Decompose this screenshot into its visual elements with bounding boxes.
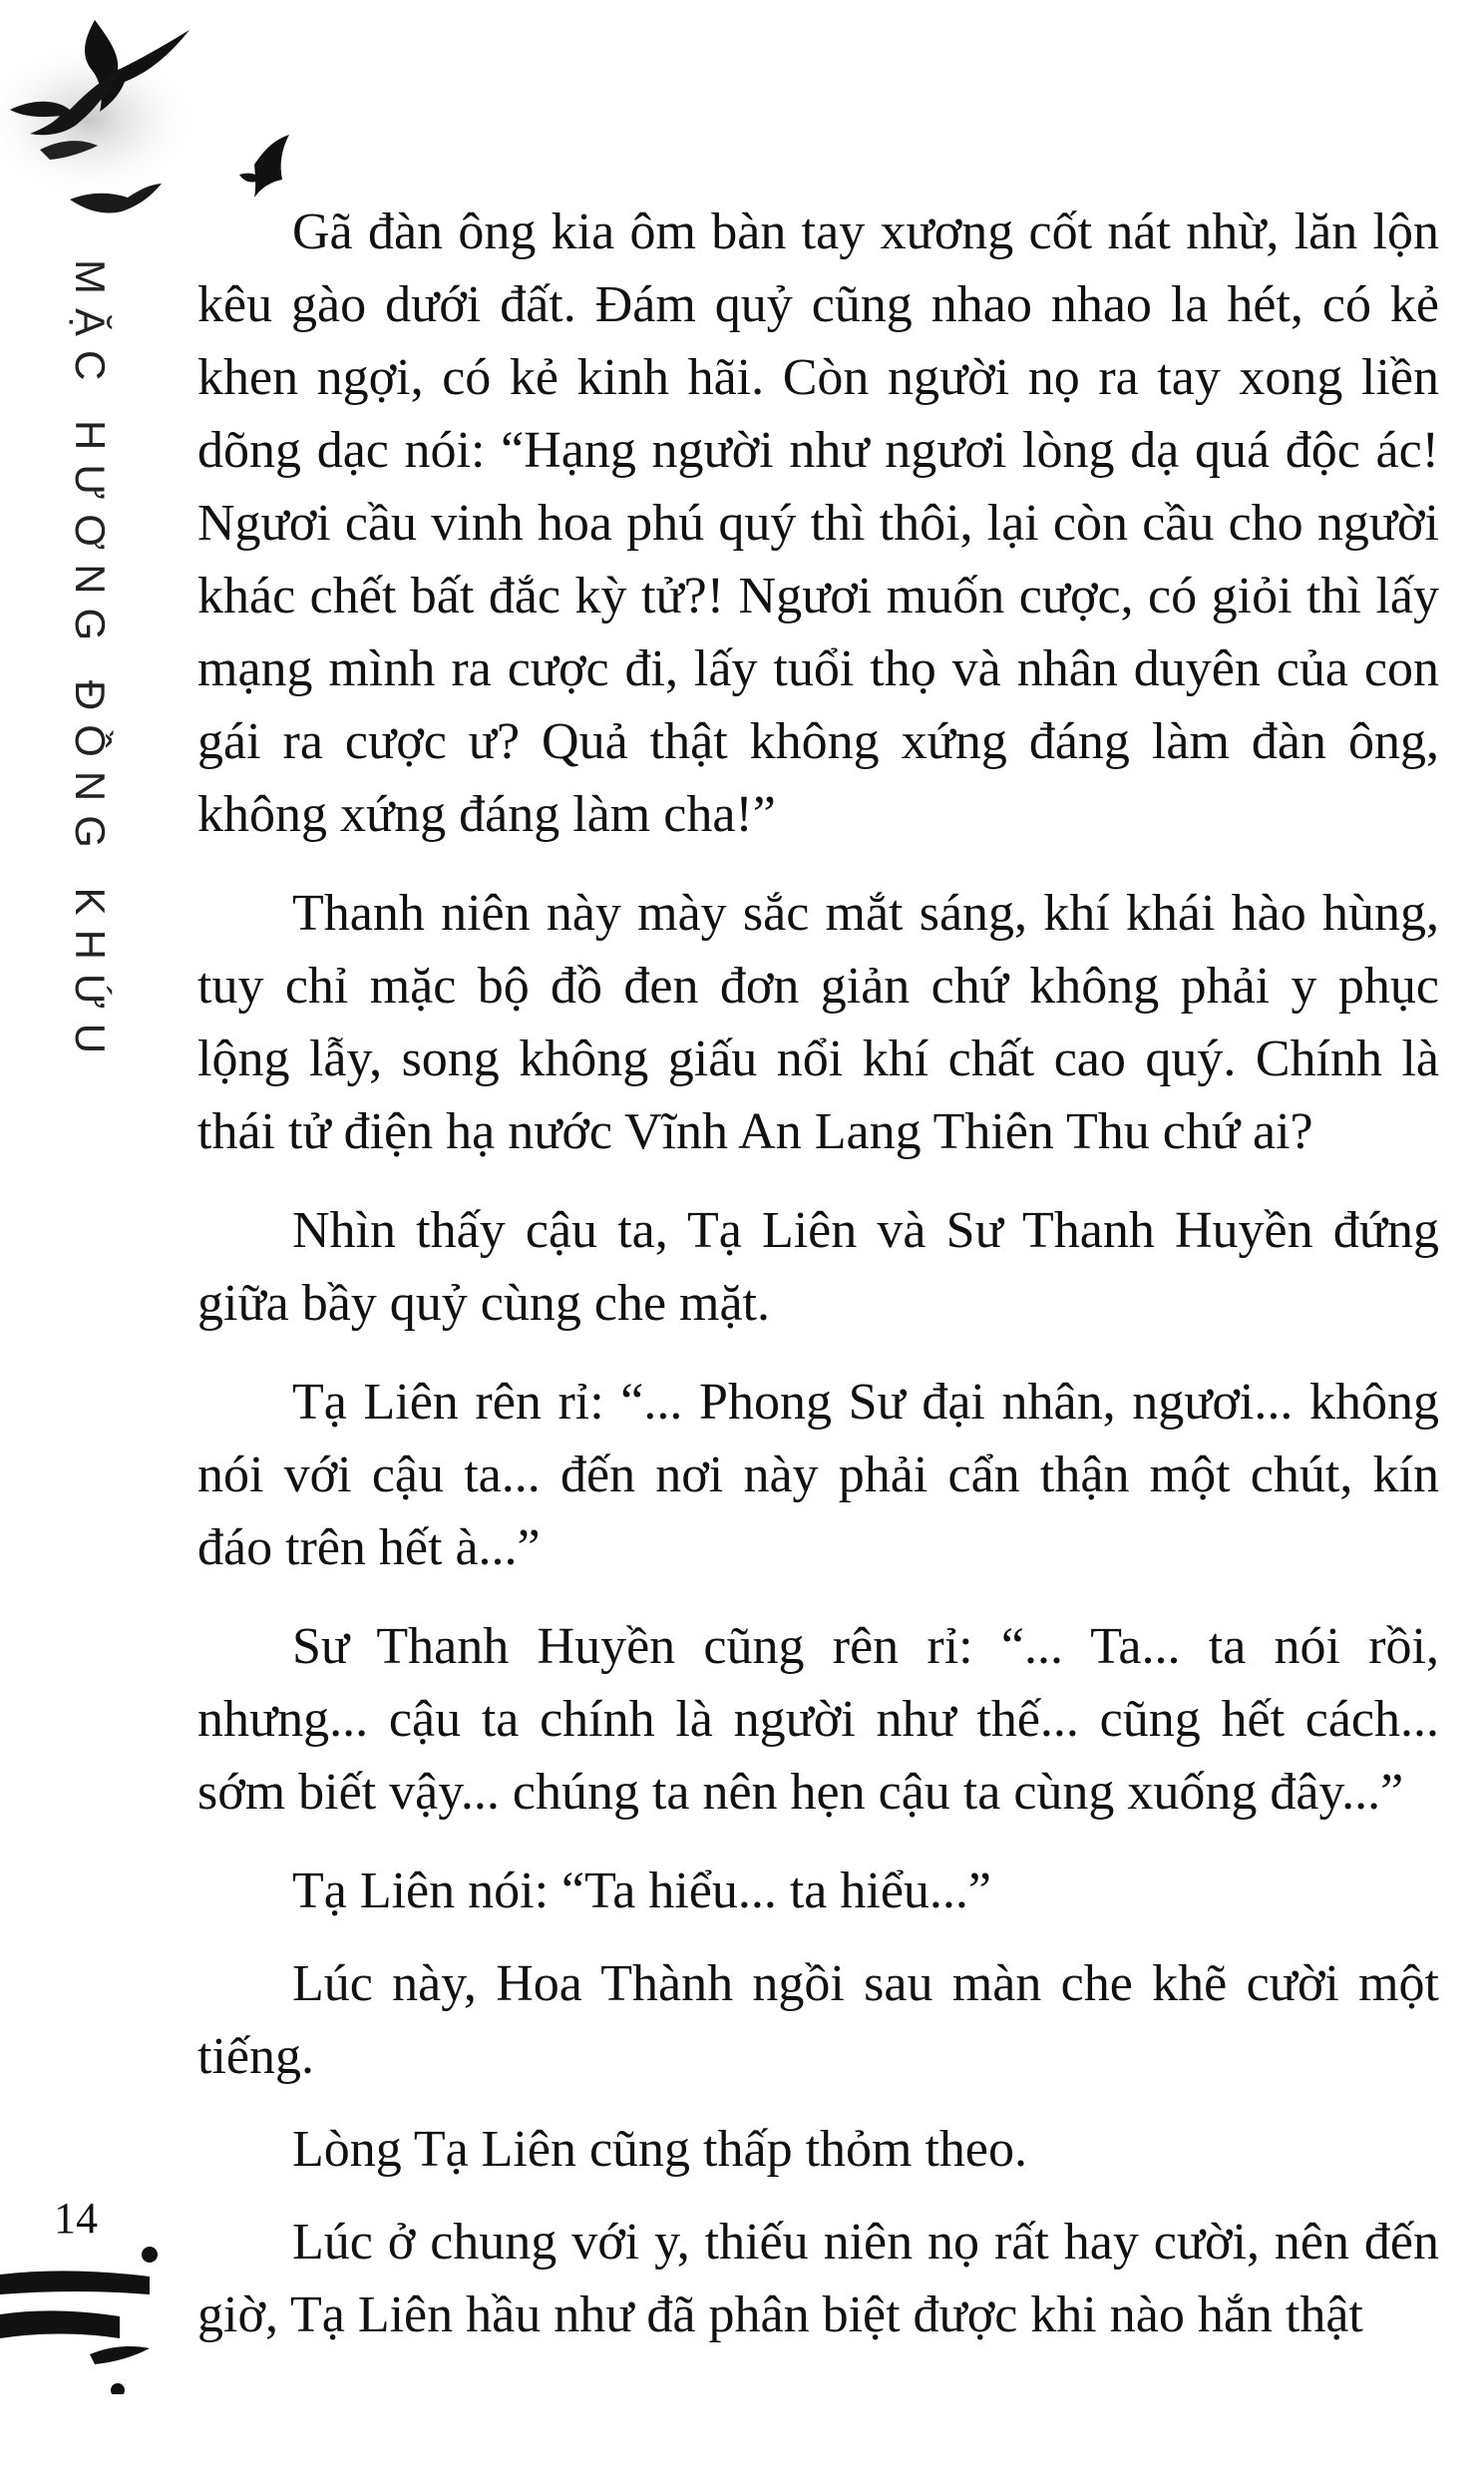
paragraph: Tạ Liên rên rỉ: “... Phong Sư đại nhân, ngươi... không nói với cậu ta... đến nơi này phải cẩn thận một chút, kín đáo trên hết à...” (197, 1374, 1439, 1576)
paragraph: Lúc ở chung với y, thiếu niên nọ rất hay cười, nên đến giờ, Tạ Liên hầu như đã phân biệt được khi nào hắn thật (197, 2214, 1439, 2343)
paragraph: Lúc này, Hoa Thành ngồi sau màn che khẽ cười một tiếng. (197, 1955, 1439, 2085)
ink-brush-ornament-icon (0, 2235, 199, 2394)
paragraph: Sư Thanh Huyền cũng rên rỉ: “... Ta... ta nói rồi, nhưng... cậu ta chính là người như thế... cũng hết cách... sớm biết vậy... chúng ta nên hẹn cậu ta cùng xuống đây...” (197, 1618, 1439, 1821)
paragraph: Thanh niên này mày sắc mắt sáng, khí khái hào hùng, tuy chỉ mặc bộ đồ đen đơn giản chứ không phải y phục lộng lẫy, song không giấu nổi khí chất cao quý. Chính là thái tử điện hạ nước Vĩnh An Lang Thiên Thu chứ ai? (197, 885, 1439, 1160)
paragraph: Gã đàn ông kia ôm bàn tay xương cốt nát nhừ, lăn lộn kêu gào dưới đất. Đám quỷ cũng nhao nhao la hét, có kẻ khen ngợi, có kẻ kinh hãi. Còn người nọ ra tay xong liền dõng dạc nói: “Hạng người như ngươi lòng dạ quá độc ác! Ngươi cầu vinh hoa phú quý thì thôi, lại còn cầu cho người khác chết bất đắc kỳ tử?! Ngươi muốn cược, có giỏi thì lấy mạng mình ra cược đi, lấy tuổi thọ và nhân duyên của con gái ra cược ư? Quả thật không xứng đáng làm đàn ông, không xứng đáng làm cha!” (197, 204, 1439, 843)
paragraph: Lòng Tạ Liên cũng thấp thỏm theo. (292, 2121, 1027, 2178)
paragraph: Tạ Liên nói: “Ta hiểu... ta hiểu...” (292, 1863, 991, 1919)
paragraph: Nhìn thấy cậu ta, Tạ Liên và Sư Thanh Huyền đứng giữa bầy quỷ cùng che mặt. (197, 1202, 1439, 1332)
page-number: 14 (54, 2194, 98, 2243)
body-text (197, 196, 1439, 2377)
running-title: MẶC HƯƠNG ĐỒNG KHỨU (67, 259, 114, 1068)
